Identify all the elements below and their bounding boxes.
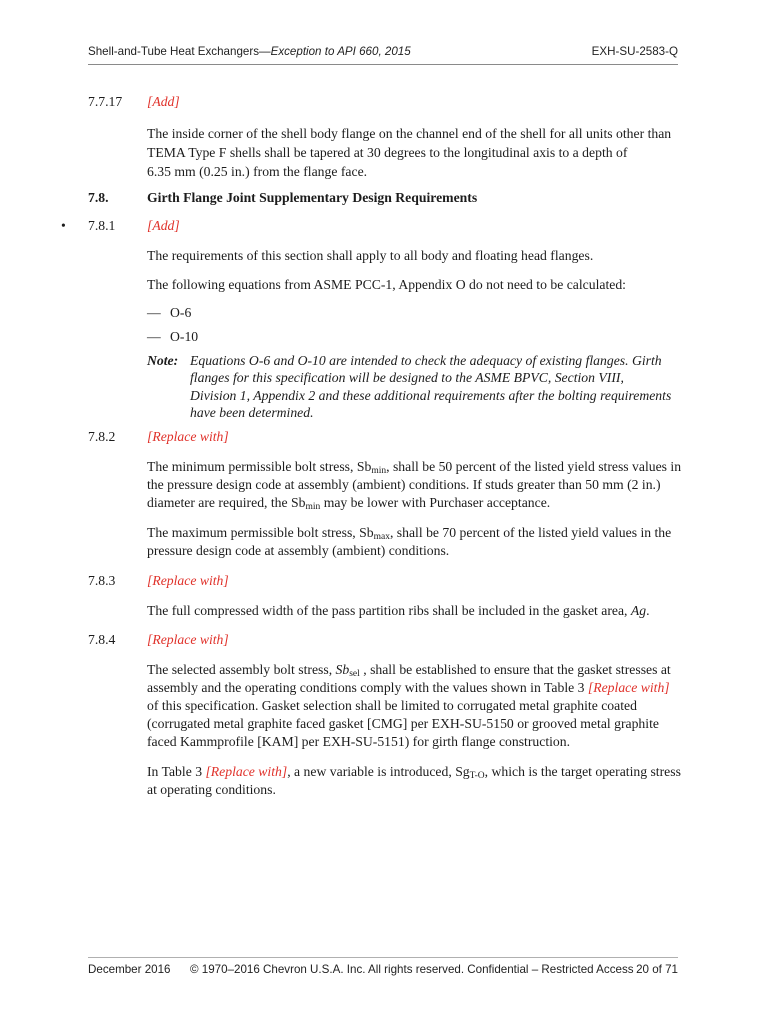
section-7-8-4-paragraph: [147, 661, 671, 751]
section-7-8-2-paragraph: [147, 524, 671, 560]
section-7-8-2-heading: [0, 428, 768, 446]
text-run: , a new variable is introduced, Sg: [287, 764, 470, 779]
paragraph-line: The following equations from ASME PCC-1, Appendix O do not need to be calculated:: [147, 277, 626, 292]
subscript: min: [371, 466, 387, 476]
section-title: Girth Flange Joint Supplementary Design Requirements: [147, 190, 478, 205]
section-7-8-2-paragraph: [147, 458, 681, 512]
note-line: flanges for this specification will be designed to the ASME BPVC, Section VIII,: [190, 370, 624, 386]
text-run: , shall be 50 percent of the listed yield stress values in: [386, 459, 682, 474]
paragraph-line: of this specification. Gasket selection shall be limited to corrugated metal graphite coated: [147, 698, 637, 713]
text-run: , which is the target operating stress: [484, 764, 681, 779]
paragraph-line: [147, 458, 681, 476]
footer-rule: [88, 957, 678, 958]
text-run: assembly and the operating conditions comply with the values shown in Table 3: [147, 680, 588, 695]
text-run: In Table 3: [147, 764, 206, 779]
text-run: The selected assembly bolt stress,: [147, 662, 336, 677]
change-tag: [Replace with]: [147, 429, 229, 444]
header-title: [88, 45, 411, 59]
section-number: 7.8.4: [88, 632, 116, 647]
paragraph-line: [147, 602, 650, 620]
list-dash: —: [147, 329, 161, 344]
list-dash: —: [147, 305, 161, 320]
note-line: Division 1, Appendix 2 and these additional requirements after the bolting requirements: [190, 387, 672, 403]
text-run: .: [646, 603, 650, 618]
list-item-text: O-6: [170, 305, 192, 320]
header-title-text: Shell-and-Tube Heat Exchangers—: [88, 45, 271, 58]
note-line: Equations O-6 and O-10 are intended to check the adequacy of existing flanges. Girth: [190, 353, 662, 368]
text-run: The maximum permissible bolt stress, Sb: [147, 525, 374, 540]
paragraph-line: [147, 524, 671, 542]
paragraph-line: at operating conditions.: [147, 782, 276, 797]
section-7-8-heading: [0, 189, 768, 207]
header-rule: [88, 64, 678, 65]
variable: Ag: [630, 603, 647, 618]
variable: Sb: [335, 662, 350, 677]
text-run: , shall be established to ensure that the gasket stresses at: [359, 662, 671, 677]
note-line: have been determined.: [190, 405, 314, 421]
subscript: max: [373, 532, 390, 542]
section-7-8-1-heading: [0, 217, 768, 235]
subscript: min: [305, 502, 321, 512]
paragraph-line: The inside corner of the shell body flange on the channel end of the shell for all units other than: [147, 126, 672, 141]
section-7-8-4-paragraph: [147, 763, 681, 799]
section-number: 7.8.: [88, 190, 109, 205]
paragraph-line: [147, 494, 681, 512]
paragraph-line: pressure design code at assembly (ambient) conditions.: [147, 543, 450, 558]
inline-change-tag: [Replace with]: [205, 764, 288, 779]
subscript: sel: [349, 669, 360, 679]
section-7-8-3-heading: [0, 572, 768, 590]
paragraph-line: [147, 679, 671, 697]
section-7-7-17-paragraph: [147, 124, 671, 181]
section-number: 7.8.2: [88, 429, 116, 444]
section-number: 7.8.1: [88, 218, 116, 233]
section-7-7-17-heading: [0, 93, 768, 111]
change-tag: [Add]: [147, 218, 180, 233]
paragraph-line: [147, 661, 671, 679]
header-title-italic: Exception to API 660, 2015: [270, 45, 411, 58]
section-7-8-1-paragraph: [147, 276, 626, 294]
note-label: Note:: [147, 353, 179, 368]
paragraph-line: the pressure design code at assembly (ambient) conditions. If studs greater than 50 mm (2 in.): [147, 477, 661, 492]
paragraph-line: The requirements of this section shall apply to all body and floating head flanges.: [147, 248, 594, 263]
list-item: [0, 328, 768, 346]
change-bullet: •: [61, 218, 66, 233]
document-id: EXH-SU-2583-Q: [591, 45, 678, 58]
section-number: 7.7.17: [88, 94, 123, 109]
section-7-8-3-paragraph: [147, 602, 650, 620]
change-tag: [Replace with]: [147, 573, 229, 588]
paragraph-line: TEMA Type F shells shall be tapered at 30 degrees to the longitudinal axis to a depth of: [147, 145, 628, 160]
change-tag: [Add]: [147, 94, 180, 109]
footer-date: December 2016: [88, 963, 171, 976]
text-run: The minimum permissible bolt stress, Sb: [147, 459, 372, 474]
text-run: , shall be 70 percent of the listed yield values in the: [389, 525, 672, 540]
paragraph-line: faced Kammprofile [KAM] per EXH-SU-5151) for girth flange construction.: [147, 734, 571, 749]
text-run: may be lower with Purchaser acceptance.: [320, 495, 551, 510]
subscript: T-O: [469, 771, 485, 781]
note-text: [190, 352, 671, 422]
paragraph-line: (corrugated metal graphite faced gasket [CMG] per EXH-SU-5150 or grooved metal graphite: [147, 716, 659, 731]
section-7-8-1-paragraph: [147, 247, 593, 265]
text-run: The full compressed width of the pass partition ribs shall be included in the gasket area,: [147, 603, 631, 618]
text-run: diameter are required, the Sb: [147, 495, 306, 510]
page-number: 20 of 71: [636, 963, 678, 976]
inline-change-tag: [Replace with]: [587, 680, 670, 695]
section-7-8-4-heading: [0, 631, 768, 649]
paragraph-line: 6.35 mm (0.25 in.) from the flange face.: [147, 164, 368, 179]
footer-copyright: © 1970–2016 Chevron U.S.A. Inc. All rights reserved. Confidential – Restricted Access: [190, 963, 634, 976]
section-number: 7.8.3: [88, 573, 116, 588]
paragraph-line: [147, 763, 681, 781]
list-item: [0, 304, 768, 322]
change-tag: [Replace with]: [147, 632, 229, 647]
list-item-text: O-10: [170, 329, 199, 344]
